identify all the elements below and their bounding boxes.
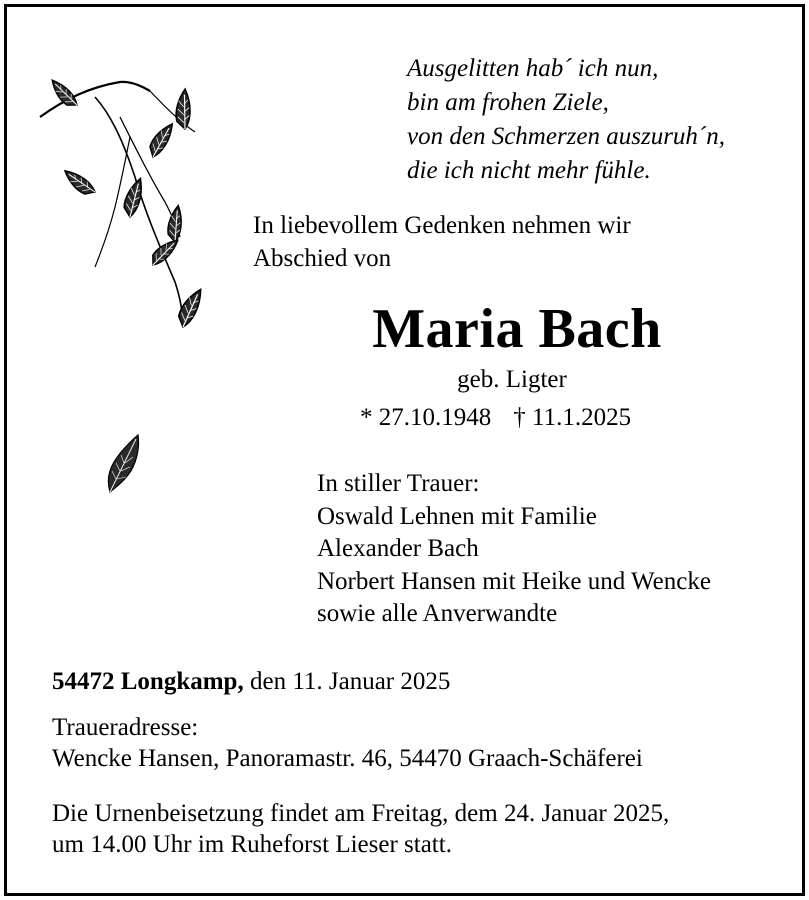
deceased-name: Maria Bach: [372, 298, 662, 360]
obituary-frame: [4, 4, 805, 896]
ceremony-info: [52, 798, 669, 860]
ceremony-line: Die Urnenbeisetzung findet am Freitag, dem 24. Januar 2025,: [52, 800, 670, 827]
notice-date: den 11. Januar 2025: [243, 668, 451, 695]
maiden-name: geb. Ligter: [457, 366, 567, 393]
mourners-list: [317, 468, 711, 631]
poem-verse: [407, 52, 725, 188]
falling-leaf-icon: [102, 427, 142, 497]
mourner-entry: sowie alle Anverwandte: [317, 600, 558, 627]
ceremony-line: um 14.00 Uhr im Ruheforst Lieser statt.: [52, 831, 452, 858]
poem-line: die ich nicht mehr fühle.: [407, 157, 651, 184]
intro-line: In liebevollem Gedenken nehmen wir: [253, 212, 631, 239]
mourning-address: [52, 712, 643, 774]
place-date-line: [52, 667, 450, 697]
mourners-heading: In stiller Trauer:: [317, 470, 480, 497]
intro-line: Abschied von: [253, 245, 392, 272]
poem-line: Ausgelitten hab´ ich nun,: [407, 55, 659, 82]
mourner-entry: Alexander Bach: [317, 535, 479, 562]
birth-date: * 27.10.1948: [360, 404, 492, 431]
address-label: Traueradresse:: [52, 714, 199, 741]
mourner-entry: Norbert Hansen mit Heike und Wencke: [317, 567, 711, 595]
intro-text: [253, 209, 631, 275]
death-date: † 11.1.2025: [513, 404, 632, 431]
place-name: 54472 Longkamp,: [52, 668, 244, 695]
life-dates: [360, 403, 631, 433]
poem-line: bin am frohen Ziele,: [407, 89, 609, 116]
address-value: Wencke Hansen, Panoramastr. 46, 54470 Graach-Schäferei: [52, 745, 643, 772]
mourner-entry: Oswald Lehnen mit Familie: [317, 502, 597, 530]
poem-line: von den Schmerzen auszuruh´n,: [407, 123, 726, 150]
